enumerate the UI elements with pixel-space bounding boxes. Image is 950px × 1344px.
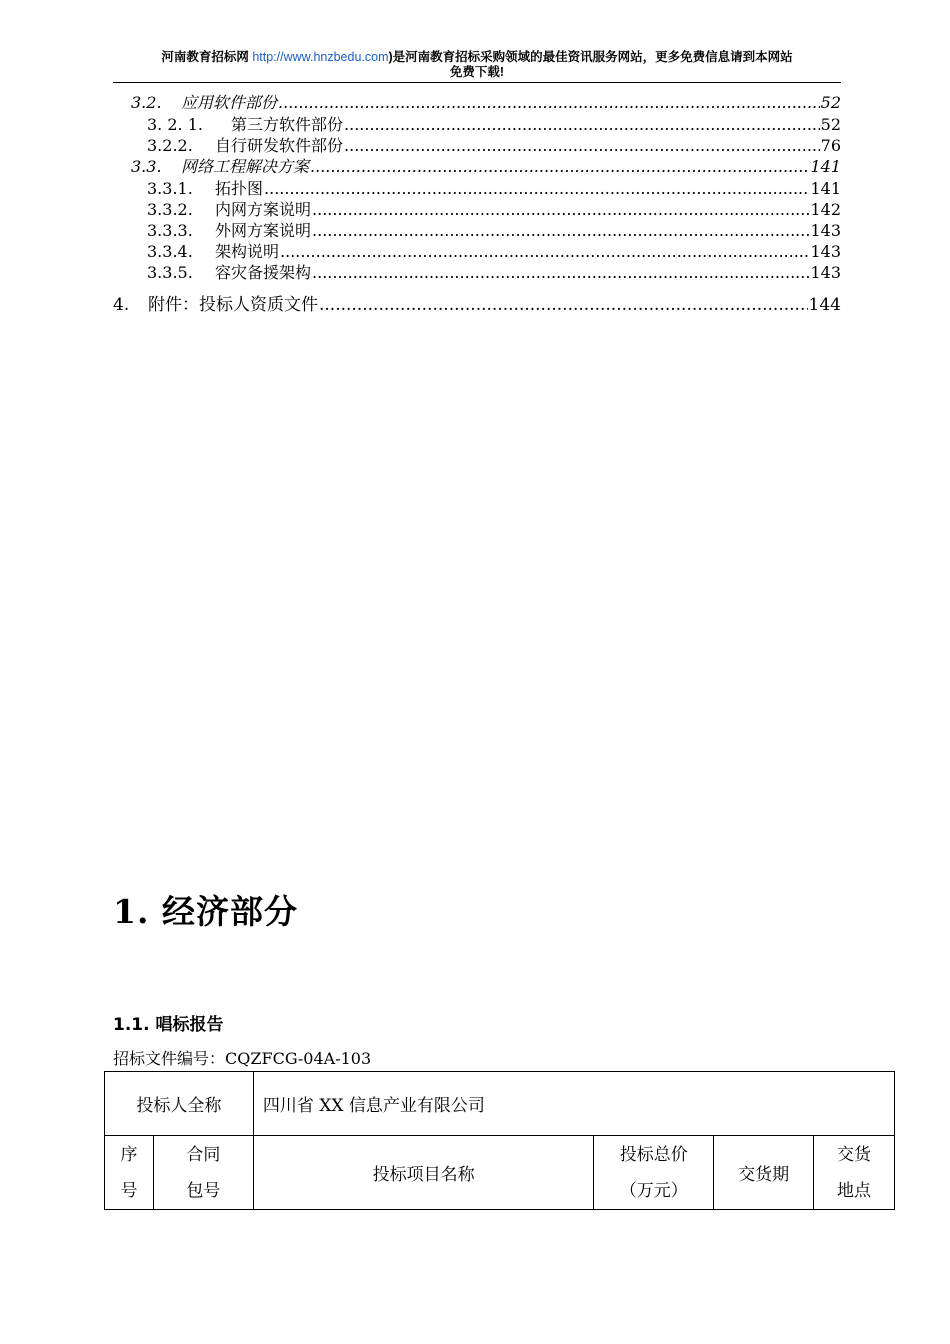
toc-entry[interactable] [147,133,841,156]
toc-leader [319,295,808,315]
toc-number: 3.3.5. [147,263,193,282]
header-package-line2: 包号 [186,1180,221,1201]
toc-number: 3.2. [131,93,162,112]
toc-page: 143 [810,263,841,282]
toc-title: 外网方案说明 [215,221,312,240]
toc-leader [312,263,809,282]
bidder-row [105,1072,895,1136]
header-suffix: )是河南教育招标采购领域的最佳资讯服务网站，更多免费信息请到本网站 [388,50,793,64]
toc-entry[interactable] [147,176,841,199]
toc-number: 3.3.3. [147,221,193,240]
toc-entry[interactable] [147,239,841,262]
toc-entry[interactable] [147,260,841,283]
header-total-line2: （万元） [619,1180,688,1201]
toc-title: 内网方案说明 [215,200,312,219]
toc-leader [344,136,820,155]
toc-number: 3.3. [131,157,162,176]
toc-title: 自行研发软件部份 [215,136,344,155]
toc-page: 141 [810,157,841,176]
header-divider [113,82,841,83]
header-seq [105,1136,154,1210]
toc-number: 3.2.2. [147,136,193,155]
toc-page: 76 [820,136,841,155]
header-seq-line1: 序 [120,1144,138,1165]
toc-entry[interactable] [131,154,841,177]
subsection-heading: 1.1. 唱标报告 [113,1015,224,1035]
header-line-2: 免费下载! [449,65,505,79]
header-total-line1: 投标总价 [619,1144,688,1165]
toc-title: 附件：投标人资质文件 [148,295,318,315]
bid-report-table [104,1071,895,1210]
header-place-line2: 地点 [837,1180,872,1201]
toc-entry[interactable] [147,112,841,135]
toc-page: 144 [808,295,841,315]
toc-title: 架构说明 [215,242,280,261]
header-place-line1: 交货 [837,1144,872,1165]
toc-title: 第三方软件部份 [231,115,344,134]
page-header [113,50,841,80]
toc-title: 应用软件部份 [181,93,278,112]
toc-leader [280,242,809,261]
toc-leader [278,93,820,112]
toc-number: 4. [113,295,130,315]
toc-entry[interactable] [147,218,841,241]
toc-page: 52 [820,115,841,134]
toc-title: 容灾备援架构 [215,263,312,282]
section-heading: 1. 经济部分 [113,892,298,931]
toc-page: 142 [810,200,841,219]
header-prefix: 河南教育招标网 [161,50,253,64]
toc-leader [264,179,809,198]
toc-page: 141 [810,179,841,198]
document-number: 招标文件编号：CQZFCG-04A-103 [113,1049,372,1068]
toc-entry[interactable] [147,197,841,220]
toc-page: 52 [820,93,841,112]
toc-page: 143 [810,221,841,240]
toc-number: 3.3.1. [147,179,193,198]
toc-title: 网络工程解决方案 [181,157,310,176]
header-package-line1: 合同 [186,1144,221,1165]
toc-number: 3. 2. 1. [147,115,203,134]
table-header-row [105,1136,895,1210]
header-delivery-place [814,1136,895,1210]
bidder-value: 四川省 XX 信息产业有限公司 [253,1072,894,1136]
toc-title: 拓扑图 [215,179,264,198]
header-site-link[interactable]: http://www.hnzbedu.com [252,50,389,64]
toc-page: 143 [810,242,841,261]
toc-number: 3.3.2. [147,200,193,219]
header-line-1 [113,50,841,65]
toc-leader [312,221,809,240]
header-total-price [594,1136,714,1210]
header-package [153,1136,253,1210]
toc-entry[interactable] [113,290,841,315]
header-seq-line2: 号 [120,1180,138,1201]
bidder-label: 投标人全称 [105,1072,254,1136]
toc-leader [312,200,809,219]
toc-number: 3.3.4. [147,242,193,261]
header-delivery-period: 交货期 [714,1136,814,1210]
toc-leader [344,115,820,134]
toc-entry[interactable] [131,90,841,113]
toc-leader [310,157,809,176]
header-project-name: 投标项目名称 [253,1136,594,1210]
